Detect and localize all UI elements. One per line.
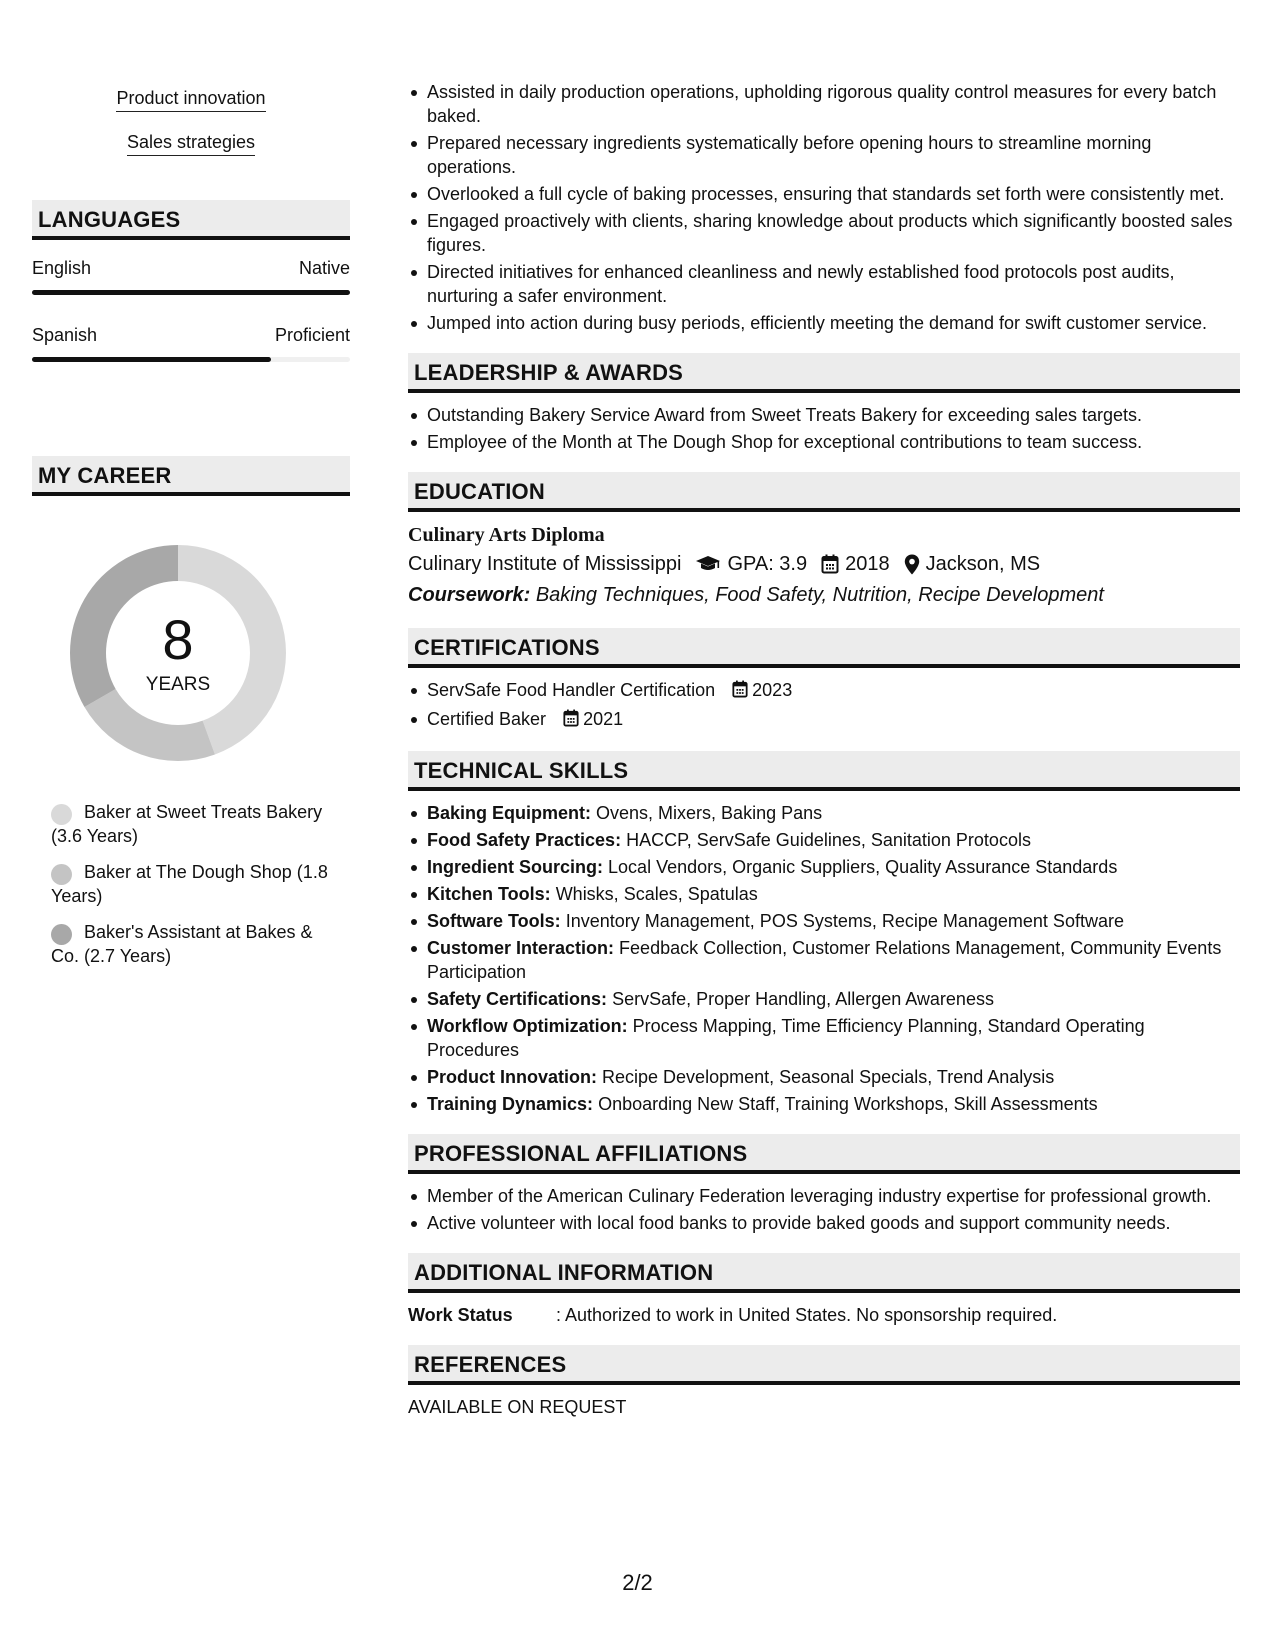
- leadership-list: [408, 403, 1240, 454]
- skill-value: Process Mapping, Time Efficiency Planning, Standard Operating Procedures: [427, 1016, 1145, 1060]
- certifications-title: CERTIFICATIONS: [414, 635, 600, 660]
- languages-heading: [32, 200, 350, 240]
- calendar-icon: [563, 709, 579, 733]
- experience-bullet: Overlooked a full cycle of baking processes, ensuring that standards set forth were consistently met.: [408, 182, 1240, 206]
- experience-bullets: [408, 80, 1240, 335]
- skill-item: Product innovation: [116, 86, 265, 112]
- leadership-item: Employee of the Month at The Dough Shop for exceptional contributions to team success.: [408, 430, 1240, 454]
- technical-skill-item: [408, 936, 1240, 984]
- additional-info-heading: [408, 1253, 1240, 1293]
- career-legend-item: [51, 920, 341, 968]
- skill-label: Workflow Optimization:: [427, 1016, 628, 1036]
- leadership-heading: [408, 353, 1240, 393]
- skill-label: Safety Certifications:: [427, 989, 608, 1009]
- technical-skill-item: [408, 855, 1240, 879]
- leadership-item: Outstanding Bakery Service Award from Sweet Treats Bakery for exceeding sales targets.: [408, 403, 1240, 427]
- certification-year: 2023: [752, 680, 793, 700]
- language-row-spanish: [32, 325, 350, 361]
- right-column: [408, 80, 1240, 1419]
- donut-slice-2: [84, 689, 214, 761]
- experience-bullet: Directed initiatives for enhanced cleanliness and newly established food protocols post audits, nurturing a safer environment.: [408, 260, 1240, 308]
- skill-value: Onboarding New Staff, Training Workshops, Skill Assessments: [598, 1094, 1098, 1114]
- certification-item: [408, 678, 1240, 704]
- work-status-key: Work Status: [408, 1305, 513, 1325]
- certification-item: [408, 707, 1240, 733]
- affiliations-heading: [408, 1134, 1240, 1174]
- language-level: Native: [298, 258, 350, 278]
- education-school: Culinary Institute of Mississippi: [408, 553, 682, 575]
- language-bar-fill: [32, 357, 271, 362]
- coursework-value: Baking Techniques, Food Safety, Nutrition, Recipe Development: [535, 584, 1104, 606]
- language-bar: [32, 290, 350, 295]
- skill-value: Recipe Development, Seasonal Specials, Trend Analysis: [602, 1067, 1055, 1087]
- language-level: Proficient: [274, 325, 350, 345]
- work-status-value: : Authorized to work in United States. No sponsorship required.: [556, 1305, 1058, 1325]
- education-degree: Culinary Arts Diploma: [408, 524, 605, 546]
- skill-value: ServSafe, Proper Handling, Allergen Awareness: [612, 989, 994, 1009]
- language-name: Spanish: [32, 325, 98, 345]
- certifications-heading: [408, 628, 1240, 668]
- skill-item: Sales strategies: [127, 130, 255, 156]
- affiliations-list: [408, 1184, 1240, 1235]
- experience-bullet: Jumped into action during busy periods, efficiently meeting the demand for swift customer service.: [408, 311, 1240, 335]
- references-title: REFERENCES: [414, 1352, 567, 1377]
- technical-skills-list: [408, 801, 1240, 1116]
- technical-skills-title: TECHNICAL SKILLS: [414, 758, 629, 783]
- skill-label: Training Dynamics:: [427, 1094, 594, 1114]
- technical-skill-item: [408, 828, 1240, 852]
- skills-list: [32, 86, 350, 174]
- certification-name: ServSafe Food Handler Certification: [427, 680, 716, 700]
- references-heading: [408, 1345, 1240, 1385]
- career-legend-text: Baker at The Dough Shop (1.8 Years): [51, 862, 328, 906]
- technical-skills-heading: [408, 751, 1240, 791]
- graduation-cap-icon: [695, 555, 721, 573]
- certification-name: Certified Baker: [427, 709, 547, 729]
- career-title: MY CAREER: [38, 463, 172, 488]
- technical-skill-item: [408, 1092, 1240, 1116]
- education-gpa: GPA: 3.9: [727, 553, 808, 575]
- calendar-icon: [732, 680, 748, 704]
- career-heading: [32, 456, 350, 496]
- skill-label: Software Tools:: [427, 911, 561, 931]
- career-unit: YEARS: [145, 674, 211, 695]
- education-year: 2018: [845, 553, 890, 575]
- career-legend-text: Baker's Assistant at Bakes & Co. (2.7 Years): [51, 922, 313, 966]
- skill-value: Local Vendors, Organic Suppliers, Quality Assurance Standards: [608, 857, 1118, 877]
- legend-dot: [51, 924, 72, 945]
- experience-bullet: Assisted in daily production operations, upholding rigorous quality control measures for every batch baked.: [408, 80, 1240, 128]
- legend-dot: [51, 864, 72, 885]
- additional-info-title: ADDITIONAL INFORMATION: [414, 1260, 714, 1285]
- technical-skill-item: [408, 987, 1240, 1011]
- certification-year: 2021: [583, 709, 624, 729]
- skill-label: Kitchen Tools:: [427, 884, 551, 904]
- language-row-english: [32, 258, 350, 294]
- skill-value: Whisks, Scales, Spatulas: [555, 884, 758, 904]
- language-bar: [32, 357, 350, 362]
- career-total-years: 8: [162, 608, 194, 671]
- page-number: 2/2: [622, 1570, 653, 1595]
- education-location: Jackson, MS: [925, 553, 1041, 575]
- career-donut-chart: [65, 540, 291, 766]
- references-text: AVAILABLE ON REQUEST: [408, 1397, 627, 1417]
- career-legend-text: Baker at Sweet Treats Bakery (3.6 Years): [51, 802, 323, 846]
- career-legend-item: [51, 860, 341, 908]
- certifications-list: [408, 678, 1240, 733]
- technical-skill-item: [408, 882, 1240, 906]
- affiliation-item: Member of the American Culinary Federation leveraging industry expertise for professional growth.: [408, 1184, 1240, 1208]
- career-legend-item: [51, 800, 341, 848]
- affiliations-title: PROFESSIONAL AFFILIATIONS: [414, 1141, 748, 1166]
- skill-value: Feedback Collection, Customer Relations Management, Community Events Participation: [427, 938, 1222, 982]
- skill-label: Food Safety Practices:: [427, 830, 622, 850]
- languages-title: LANGUAGES: [38, 207, 181, 232]
- technical-skill-item: [408, 801, 1240, 825]
- skill-value: Ovens, Mixers, Baking Pans: [596, 803, 823, 823]
- language-bar-fill: [32, 290, 350, 295]
- skill-label: Baking Equipment:: [427, 803, 592, 823]
- skill-value: Inventory Management, POS Systems, Recipe Management Software: [565, 911, 1124, 931]
- skill-label: Ingredient Sourcing:: [427, 857, 604, 877]
- experience-bullet: Prepared necessary ingredients systematically before opening hours to streamline morning operations.: [408, 131, 1240, 179]
- technical-skill-item: [408, 909, 1240, 933]
- work-status-row: [408, 1303, 1240, 1327]
- calendar-icon: [821, 554, 839, 574]
- education-details: [408, 548, 1240, 580]
- education-heading: [408, 472, 1240, 512]
- education-title: EDUCATION: [414, 479, 545, 504]
- coursework-label: Coursework:: [408, 584, 531, 606]
- legend-dot: [51, 804, 72, 825]
- experience-bullet: Engaged proactively with clients, sharing knowledge about products which significantly boosted sales figures.: [408, 209, 1240, 257]
- map-pin-icon: [904, 554, 920, 575]
- education-coursework: [408, 580, 1240, 610]
- leadership-title: LEADERSHIP & AWARDS: [414, 360, 684, 385]
- technical-skill-item: [408, 1065, 1240, 1089]
- skill-label: Customer Interaction:: [427, 938, 615, 958]
- skill-label: Product Innovation:: [427, 1067, 597, 1087]
- technical-skill-item: [408, 1014, 1240, 1062]
- language-name: English: [32, 258, 92, 278]
- career-legend: [51, 800, 341, 980]
- affiliation-item: Active volunteer with local food banks to provide baked goods and support community needs.: [408, 1211, 1240, 1235]
- skill-value: HACCP, ServSafe Guidelines, Sanitation Protocols: [626, 830, 1031, 850]
